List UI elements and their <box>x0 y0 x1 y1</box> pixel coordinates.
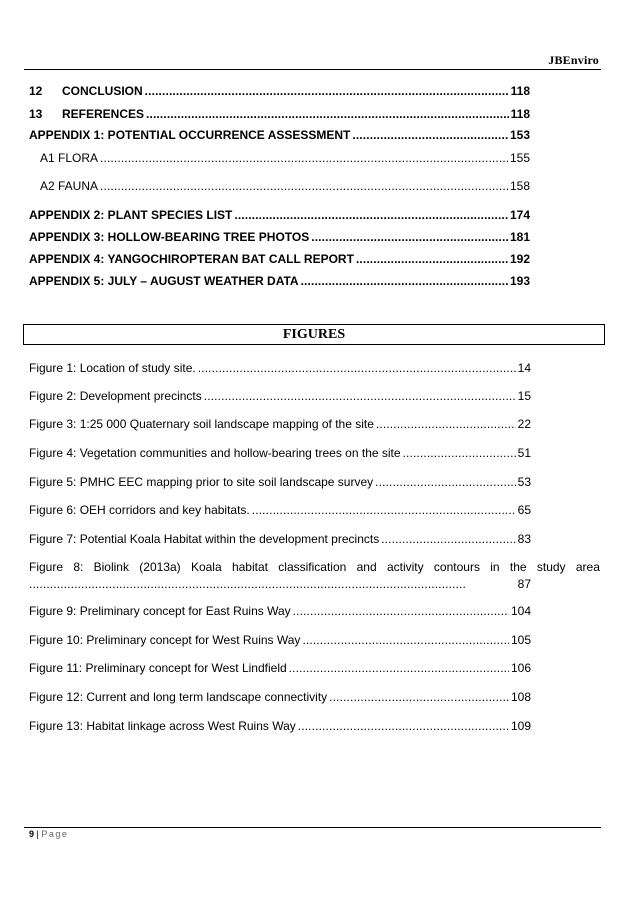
toc-number: 13 <box>29 107 43 121</box>
toc-entry[interactable] <box>40 151 530 165</box>
figure-entry[interactable] <box>29 532 531 546</box>
figure-title-word: study <box>536 560 566 574</box>
toc-page: 118 <box>510 84 530 98</box>
figure-title: Figure 1: Location of study site. <box>29 361 196 375</box>
toc-entry[interactable] <box>29 252 530 266</box>
figure-title-word: (2013a) <box>139 560 181 574</box>
figure-entry[interactable] <box>29 503 531 517</box>
figure-leader <box>375 475 515 489</box>
toc-title: A2 FAUNA <box>40 179 99 193</box>
figure-leader <box>252 503 516 517</box>
figure-leader <box>376 417 516 431</box>
toc-entry[interactable] <box>29 107 530 121</box>
figure-title-word: and <box>356 560 377 574</box>
figure-title: Figure 12: Current and long term landscape connectivity <box>29 690 328 704</box>
figure-title-word: activity <box>386 560 424 574</box>
toc-page: 118 <box>510 107 530 121</box>
figure-title-word: the <box>509 560 527 574</box>
figure-leader <box>329 690 509 704</box>
figure-page: 51 <box>517 446 531 460</box>
figure-title: Figure 6: OEH corridors and key habitats. <box>29 503 250 517</box>
footer-separator: | <box>36 829 39 839</box>
toc-entry[interactable] <box>29 84 530 98</box>
toc-title: APPENDIX 4: YANGOCHIROPTERAN BAT CALL REPORT <box>29 252 354 266</box>
figure-title-word: 8: <box>73 560 84 574</box>
figure-page: 87 <box>517 577 531 591</box>
figure-leader <box>204 389 516 403</box>
figure-title: Figure 3: 1:25 000 Quaternary soil landscape mapping of the site <box>29 417 374 431</box>
toc-leader <box>145 84 509 98</box>
header-brand: JBEnviro <box>548 53 599 67</box>
figure-page: 53 <box>517 475 531 489</box>
page-label: Page <box>41 829 69 839</box>
figure-title: Figure 7: Potential Koala Habitat within the development precincts <box>29 532 380 546</box>
footer-divider <box>24 827 601 828</box>
figure-entry[interactable] <box>29 361 531 375</box>
figure-title: Figure 11: Preliminary concept for West Lindfield <box>29 661 287 675</box>
toc-title: APPENDIX 3: HOLLOW-BEARING TREE PHOTOS <box>29 230 310 244</box>
figure-title-word: contours <box>433 560 480 574</box>
toc-leader <box>352 128 508 142</box>
figure-entry[interactable] <box>29 661 531 675</box>
figure-title-word: Figure <box>29 560 64 574</box>
figure-page: 14 <box>517 361 531 375</box>
toc-entry[interactable] <box>29 274 530 288</box>
toc-leader <box>234 208 508 222</box>
figure-page: 65 <box>517 503 531 517</box>
figure-title: Figure 10: Preliminary concept for West Ruins Way <box>29 633 301 647</box>
figure-entry[interactable] <box>29 389 531 403</box>
figure-leader <box>298 719 509 733</box>
figure-title: Figure 2: Development precincts <box>29 389 202 403</box>
toc-page: 153 <box>509 128 530 142</box>
page-footer <box>29 829 68 840</box>
toc-title: REFERENCES <box>62 107 145 121</box>
figure-title-word: in <box>490 560 500 574</box>
figure-title-word: area <box>575 560 600 574</box>
figure-title-word: Koala <box>190 560 222 574</box>
figure-leader <box>289 661 509 675</box>
figure-page: 105 <box>510 633 531 647</box>
figure-title-word: classification <box>278 560 347 574</box>
figure-entry[interactable] <box>29 690 531 704</box>
toc-leader <box>311 230 508 244</box>
figure-entry[interactable] <box>29 604 531 618</box>
figure-page: 108 <box>510 690 531 704</box>
figure-entry[interactable] <box>29 446 531 460</box>
toc-page: 158 <box>509 179 530 193</box>
page-number: 9 <box>29 829 35 839</box>
toc-page: 192 <box>509 252 530 266</box>
toc-leader <box>356 252 508 266</box>
figure-title: Figure 13: Habitat linkage across West Ruins Way <box>29 719 296 733</box>
toc-entry[interactable] <box>29 128 530 142</box>
figure-title: Figure 9: Preliminary concept for East Ruins Way <box>29 604 291 618</box>
figure-leader <box>29 576 516 593</box>
figure-title: Figure 5: PMHC EEC mapping prior to site soil landscape survey <box>29 475 374 489</box>
figure-leader <box>198 361 516 375</box>
toc-leader <box>100 151 508 165</box>
figure-title: Figure 4: Vegetation communities and hollow-bearing trees on the site <box>29 446 401 460</box>
header-divider <box>24 69 601 70</box>
toc-leader <box>301 274 508 288</box>
figure-entry[interactable] <box>29 559 600 593</box>
toc-entry[interactable] <box>40 179 530 193</box>
figure-page: 15 <box>517 389 531 403</box>
toc-leader <box>100 179 508 193</box>
figures-heading: FIGURES <box>23 324 605 345</box>
toc-number: 12 <box>29 84 43 98</box>
figure-page: 22 <box>517 417 531 431</box>
toc-entry[interactable] <box>29 230 530 244</box>
toc-entry[interactable] <box>29 208 530 222</box>
figure-entry[interactable] <box>29 633 531 647</box>
figure-page: 104 <box>510 604 531 618</box>
toc-title: CONCLUSION <box>62 84 143 98</box>
toc-leader <box>146 107 509 121</box>
toc-page: 174 <box>509 208 530 222</box>
toc-title: APPENDIX 2: PLANT SPECIES LIST <box>29 208 233 222</box>
figure-page: 106 <box>510 661 531 675</box>
figure-entry[interactable] <box>29 417 531 431</box>
toc-title: A1 FLORA <box>40 151 99 165</box>
figure-leader <box>381 532 515 546</box>
figure-leader <box>403 446 516 460</box>
figure-entry[interactable] <box>29 719 531 733</box>
figure-leader <box>302 633 509 647</box>
figure-title <box>29 559 600 576</box>
toc-page: 181 <box>509 230 530 244</box>
toc-page: 155 <box>509 151 530 165</box>
toc-title: APPENDIX 5: JULY – AUGUST WEATHER DATA <box>29 274 299 288</box>
figure-leader <box>293 604 509 618</box>
figure-title-word: Biolink <box>93 560 129 574</box>
figure-entry[interactable] <box>29 475 531 489</box>
figure-page: 83 <box>517 532 531 546</box>
figure-page: 109 <box>510 719 531 733</box>
figure-title-word: habitat <box>231 560 268 574</box>
toc-title: APPENDIX 1: POTENTIAL OCCURRENCE ASSESSMENT <box>29 128 351 142</box>
toc-page: 193 <box>509 274 530 288</box>
